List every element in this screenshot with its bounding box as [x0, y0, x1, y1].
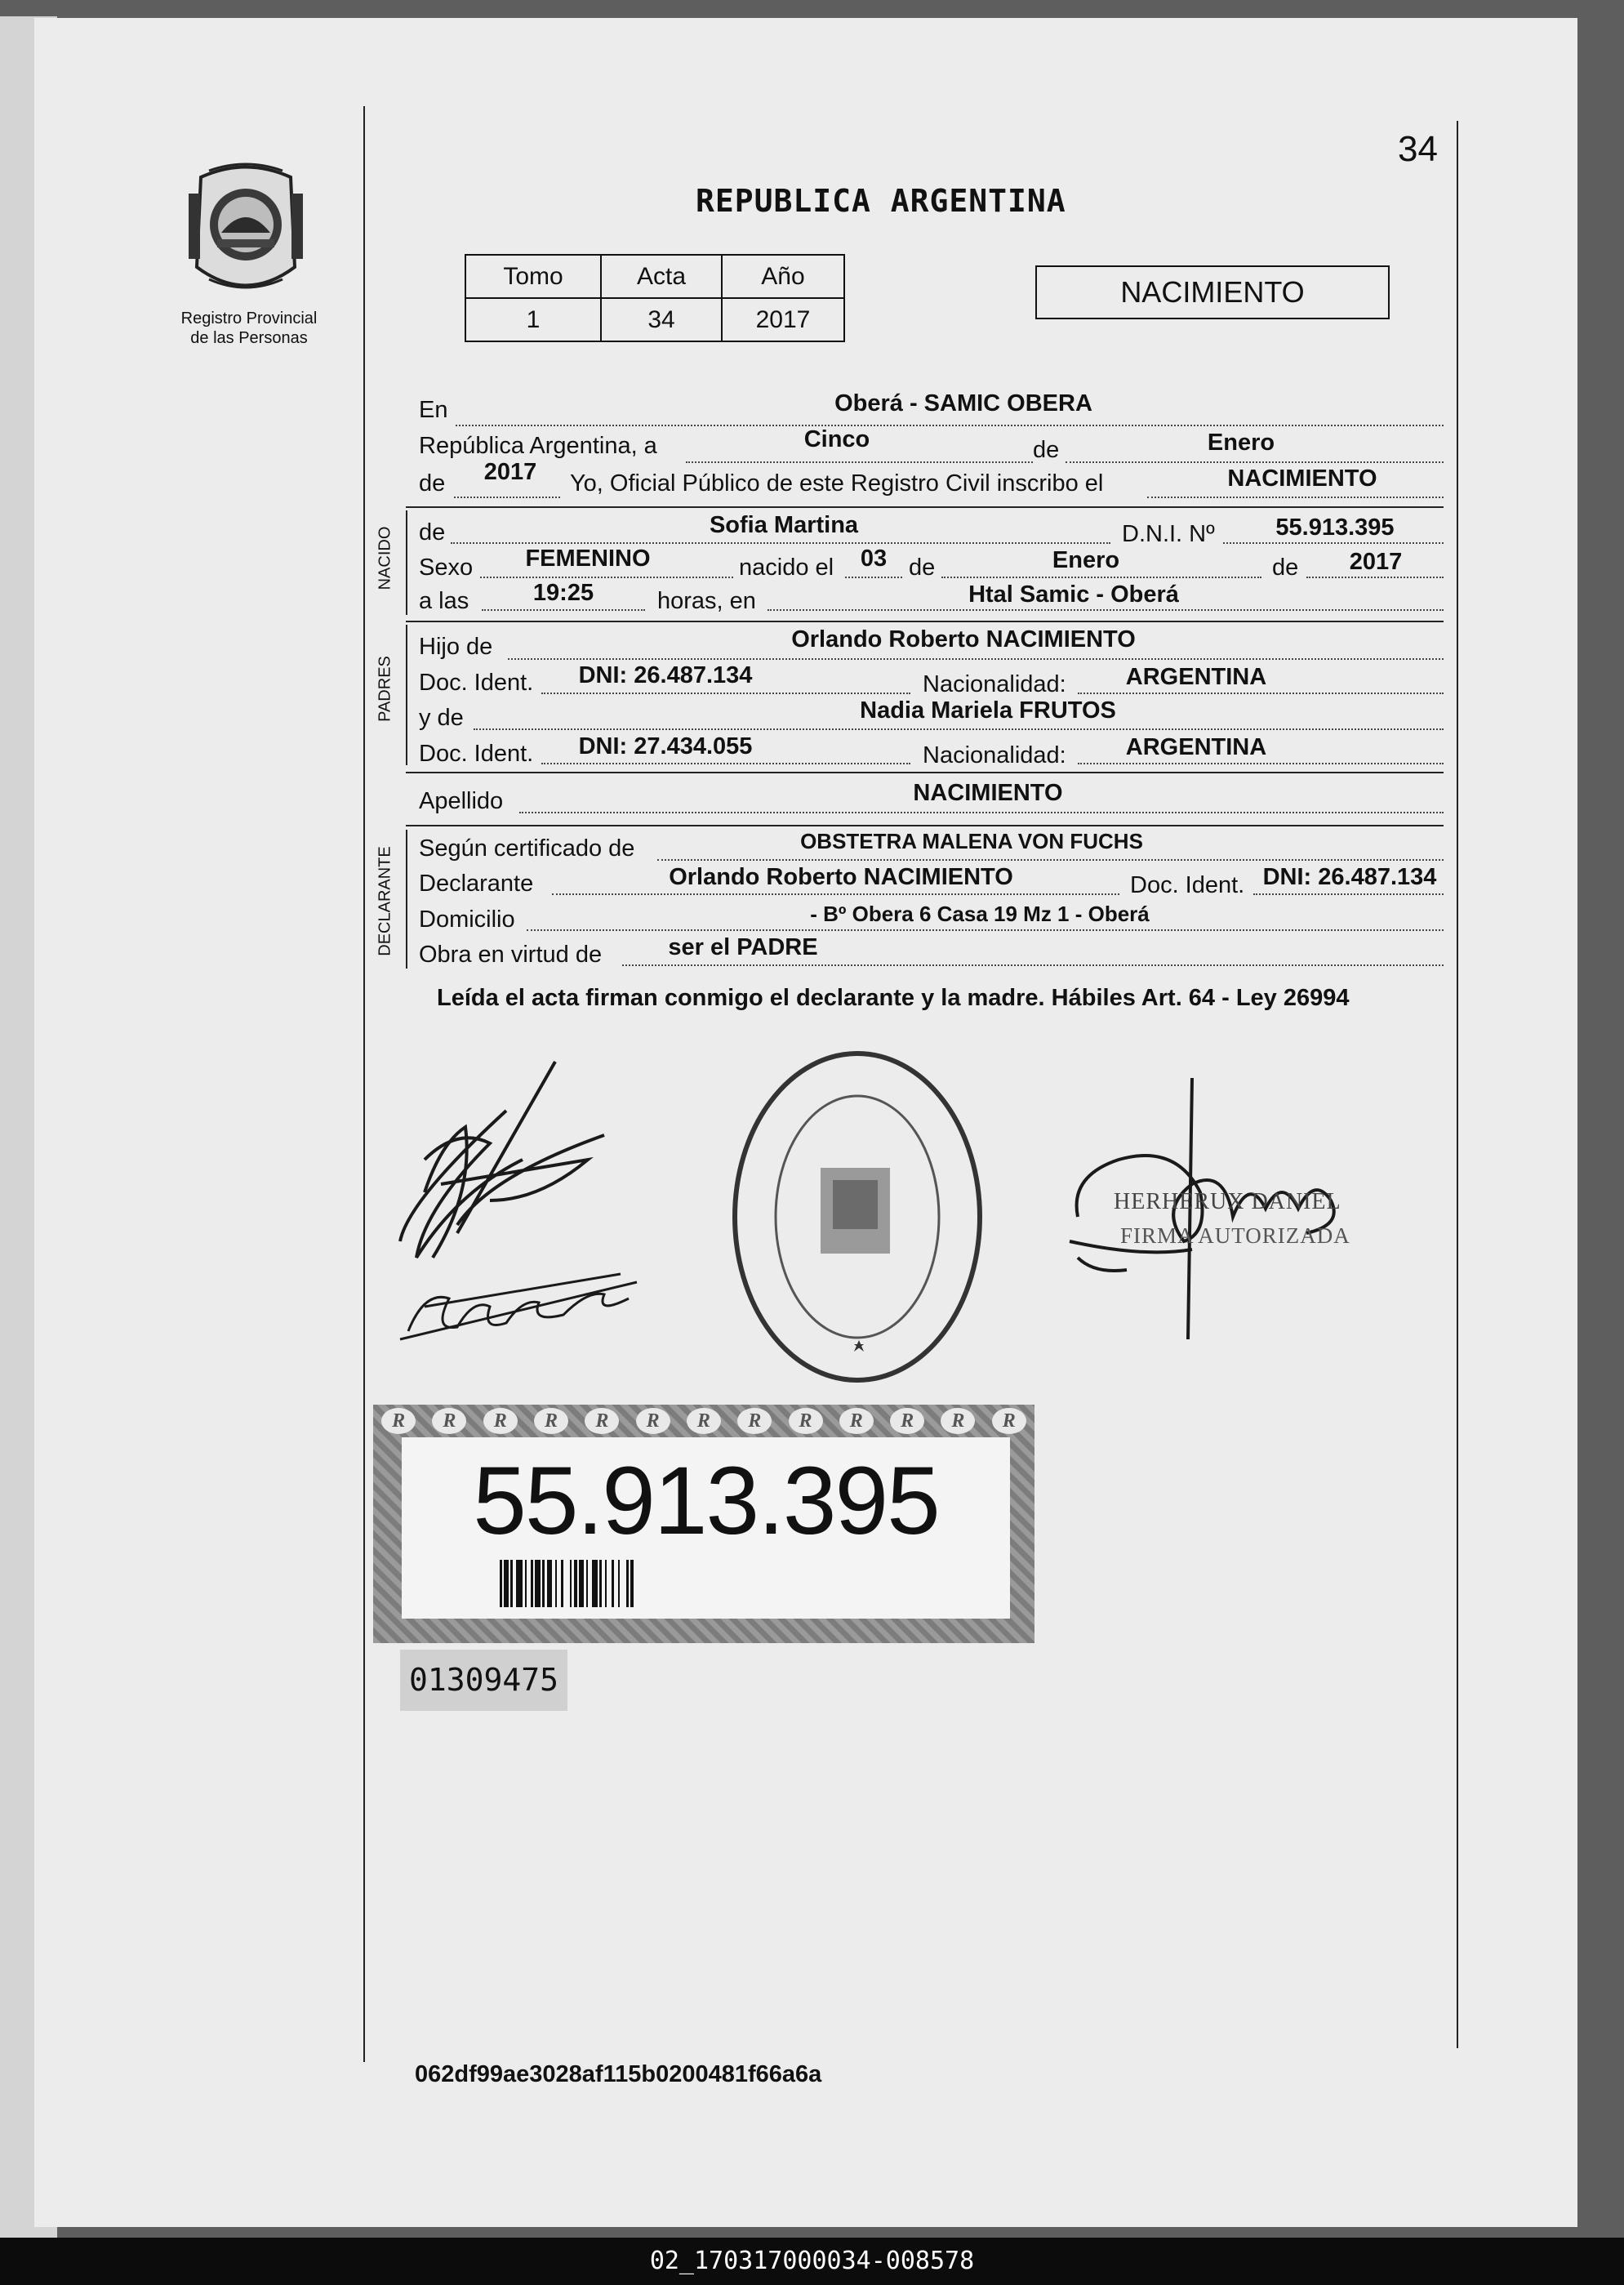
legal-text: Leída el acta firman conmigo el declarante y la madre. Hábiles Art. 64 - Ley 26994	[437, 985, 1350, 1011]
de-label: de	[1033, 437, 1060, 463]
barcode-bar	[504, 1560, 509, 1607]
birth-day-value: 03	[860, 546, 888, 572]
file-id-bar	[0, 2238, 1624, 2285]
declarant-name-value: Orlando Roberto NACIMIENTO	[669, 864, 1013, 890]
tomo-value: 1	[465, 298, 601, 341]
de2-label: de	[419, 470, 446, 497]
official-stamp	[735, 1053, 980, 1380]
barcode-bar	[570, 1560, 572, 1607]
apellido-label: Apellido	[419, 788, 504, 814]
inscribo-value: NACIMIENTO	[1227, 465, 1377, 492]
record-type-box: NACIMIENTO	[1035, 265, 1390, 319]
barcode-bar	[547, 1560, 552, 1607]
barcode-bar	[579, 1560, 584, 1607]
a-las-label: a las	[419, 588, 469, 614]
barcode-bar	[510, 1560, 513, 1607]
nacido-section-label: NACIDO	[376, 526, 394, 590]
registry-name-line2: de las Personas	[190, 329, 308, 347]
document-hash: 062df99ae3028af115b0200481f66a6a	[415, 2061, 822, 2087]
hijo-de-label: Hijo de	[419, 634, 493, 660]
republica-label: República Argentina, a	[419, 433, 657, 459]
declarante-section-label: DECLARANTE	[376, 846, 394, 956]
y-de-label: y de	[419, 705, 464, 731]
month-value: Enero	[1207, 430, 1275, 456]
birth-year-value: 2017	[1349, 549, 1403, 575]
anio-header: Año	[722, 255, 844, 298]
barcode-bar	[599, 1560, 602, 1607]
mother-doc-value: DNI: 27.434.055	[578, 733, 753, 759]
authorized-stamp-caption: FIRMA AUTORIZADA	[1120, 1223, 1350, 1248]
mother-nationality-value: ARGENTINA	[1125, 734, 1267, 760]
barcode-bar	[500, 1560, 502, 1607]
nacionalidad-label: Nacionalidad:	[923, 742, 1066, 768]
barcode-bar	[535, 1560, 541, 1607]
de-label: de	[1272, 555, 1299, 581]
anio-value: 2017	[722, 298, 844, 341]
mother-name-value: Nadia Mariela FRUTOS	[860, 697, 1116, 724]
barcode-bar	[555, 1560, 557, 1607]
domicilio-value: - Bº Obera 6 Casa 19 Mz 1 - Oberá	[810, 902, 1150, 926]
yo-text: Yo, Oficial Público de este Registro Civil inscribo el	[570, 470, 1104, 497]
barcode-bar	[592, 1560, 598, 1607]
barcode-bar	[542, 1560, 545, 1607]
page-number: 34	[1398, 129, 1438, 169]
barcode-bar	[612, 1560, 614, 1607]
barcode-bar	[630, 1560, 634, 1607]
barcode-bar	[618, 1560, 620, 1607]
sexo-label: Sexo	[419, 555, 474, 581]
birth-month-value: Enero	[1052, 547, 1120, 573]
obra-value: ser el PADRE	[668, 934, 818, 960]
control-number: 01309475	[400, 1650, 567, 1711]
year-value: 2017	[483, 459, 537, 485]
de-label: de	[419, 519, 446, 546]
security-pattern: R R R R R R R R R R R R R	[373, 1405, 1034, 1437]
nacionalidad-label: Nacionalidad:	[923, 671, 1066, 697]
mother-signature	[400, 1274, 637, 1339]
tomo-header: Tomo	[465, 255, 601, 298]
father-doc-value: DNI: 26.487.134	[578, 662, 753, 688]
dni-label: D.N.I. Nº	[1122, 521, 1215, 547]
acta-header: Acta	[601, 255, 722, 298]
de-label: de	[909, 555, 936, 581]
sexo-value: FEMENINO	[525, 546, 651, 572]
barcode-bar	[516, 1560, 523, 1607]
barcode-bar	[586, 1560, 588, 1607]
barcode-card	[373, 1405, 1034, 1643]
segun-certificado-label: Según certificado de	[419, 835, 635, 862]
time-value: 19:25	[532, 580, 594, 606]
barcode-bar	[531, 1560, 533, 1607]
domicilio-label: Domicilio	[419, 906, 515, 933]
place-value: Oberá - SAMIC OBERA	[834, 390, 1092, 416]
child-name-value: Sofia Martina	[709, 512, 859, 538]
declarante-label: Declarante	[419, 871, 534, 897]
document-title: REPUBLICA ARGENTINA	[696, 183, 1066, 219]
obra-en-virtud-label: Obra en virtud de	[419, 942, 603, 968]
nacido-el-label: nacido el	[739, 555, 834, 581]
authorized-stamp-name: HERHERUX DANIEL	[1114, 1189, 1341, 1214]
barcode-panel	[402, 1437, 1010, 1619]
father-nationality-value: ARGENTINA	[1125, 664, 1267, 690]
barcode-bar	[574, 1560, 577, 1607]
barcode-bars	[500, 1560, 892, 1607]
doc-ident-label: Doc. Ident.	[419, 741, 534, 767]
padres-section-label: PADRES	[376, 656, 394, 722]
apellido-value: NACIMIENTO	[913, 780, 1063, 806]
registry-name-line1: Registro Provincial	[180, 310, 318, 327]
father-name-value: Orlando Roberto NACIMIENTO	[791, 626, 1136, 653]
file-id: 02_170317000034-008578	[649, 2247, 975, 2275]
en-label: En	[419, 397, 448, 423]
declarant-signature	[400, 1062, 604, 1258]
certificate-value: OBSTETRA MALENA VON FUCHS	[800, 829, 1143, 853]
barcode-bar	[605, 1560, 607, 1607]
horas-label: horas, en	[657, 588, 756, 614]
barcode-number: 55.913.395	[473, 1447, 939, 1555]
barcode-bar	[525, 1560, 527, 1607]
declarant-doc-value: DNI: 26.487.134	[1262, 864, 1437, 890]
day-value: Cinco	[803, 426, 870, 452]
birth-place-value: Htal Samic - Oberá	[968, 581, 1179, 608]
doc-ident-label: Doc. Ident.	[419, 670, 534, 696]
barcode-bar	[561, 1560, 563, 1607]
child-dni-value: 55.913.395	[1275, 514, 1395, 541]
doc-ident-label: Doc. Ident.	[1130, 872, 1245, 898]
acta-value: 34	[601, 298, 722, 341]
barcode-bar	[626, 1560, 629, 1607]
